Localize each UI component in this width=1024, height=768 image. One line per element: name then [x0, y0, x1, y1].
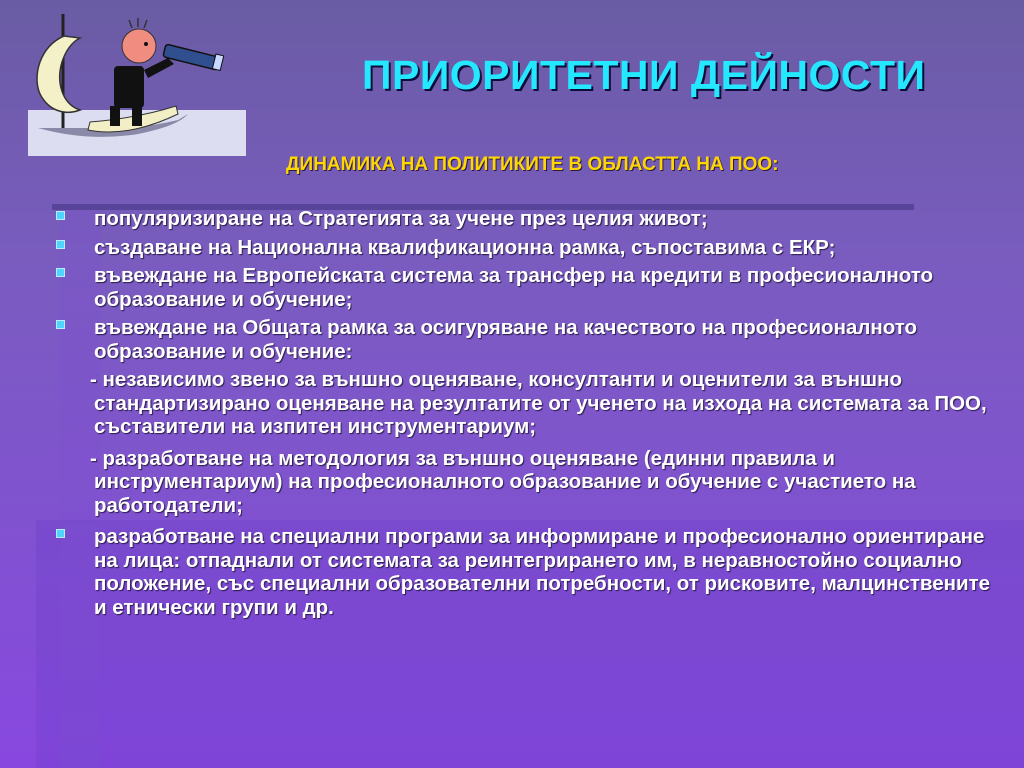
list-item	[52, 236, 1002, 260]
sub-list-item-text: - независимо звено за външно оценяване, консултанти и оценители за външно стандартизирано оценяване на резултатите от ученето на изхода на системата за ПОО, съставители на изпитен инструментариум;	[90, 368, 987, 438]
sub-list-item	[52, 368, 1002, 439]
list-item-text: разработване на специални програми за информиране и професионално ориентиране на лица: отпаднали от системата за реинтегрирането им, в неравностойно социално положение, със специални образователни потребности, от рисковите, малцинствените и етнически групи и др.	[94, 525, 991, 619]
list-item-text: въвеждане на Общата рамка за осигуряване на качеството на професионалното образование и обучение:	[94, 316, 918, 363]
sailor-telescope-boat-icon	[28, 10, 246, 156]
square-bullet-icon	[56, 268, 65, 277]
square-bullet-icon	[56, 211, 65, 220]
list-item	[52, 525, 1002, 619]
sub-list-item	[52, 447, 1002, 518]
slide-subtitle: ДИНАМИКА НА ПОЛИТИКИТЕ В ОБЛАСТТА НА ПОО:	[286, 154, 779, 175]
page-title: ПРИОРИТЕТНИ ДЕЙНОСТИ	[362, 52, 926, 98]
list-item	[52, 316, 1002, 363]
sub-list-item-text: - разработване на методология за външно оценяване (единни правила и инструментариум) на професионалното образование и обучение с участието на работодатели;	[90, 446, 916, 517]
square-bullet-icon	[56, 240, 65, 249]
bullet-list	[52, 207, 1002, 624]
square-bullet-icon	[56, 529, 65, 538]
list-item-text: въвеждане на Европейската система за трансфер на кредити в професионалното образование и обучение;	[94, 264, 934, 311]
list-item-text: създаване на Национална квалификационна рамка, съпоставима с ЕКР;	[94, 235, 836, 259]
list-item	[52, 264, 1002, 311]
list-item	[52, 207, 1002, 231]
list-item-text: популяризиране на Стратегията за учене през целия живот;	[94, 207, 708, 230]
square-bullet-icon	[56, 320, 65, 329]
